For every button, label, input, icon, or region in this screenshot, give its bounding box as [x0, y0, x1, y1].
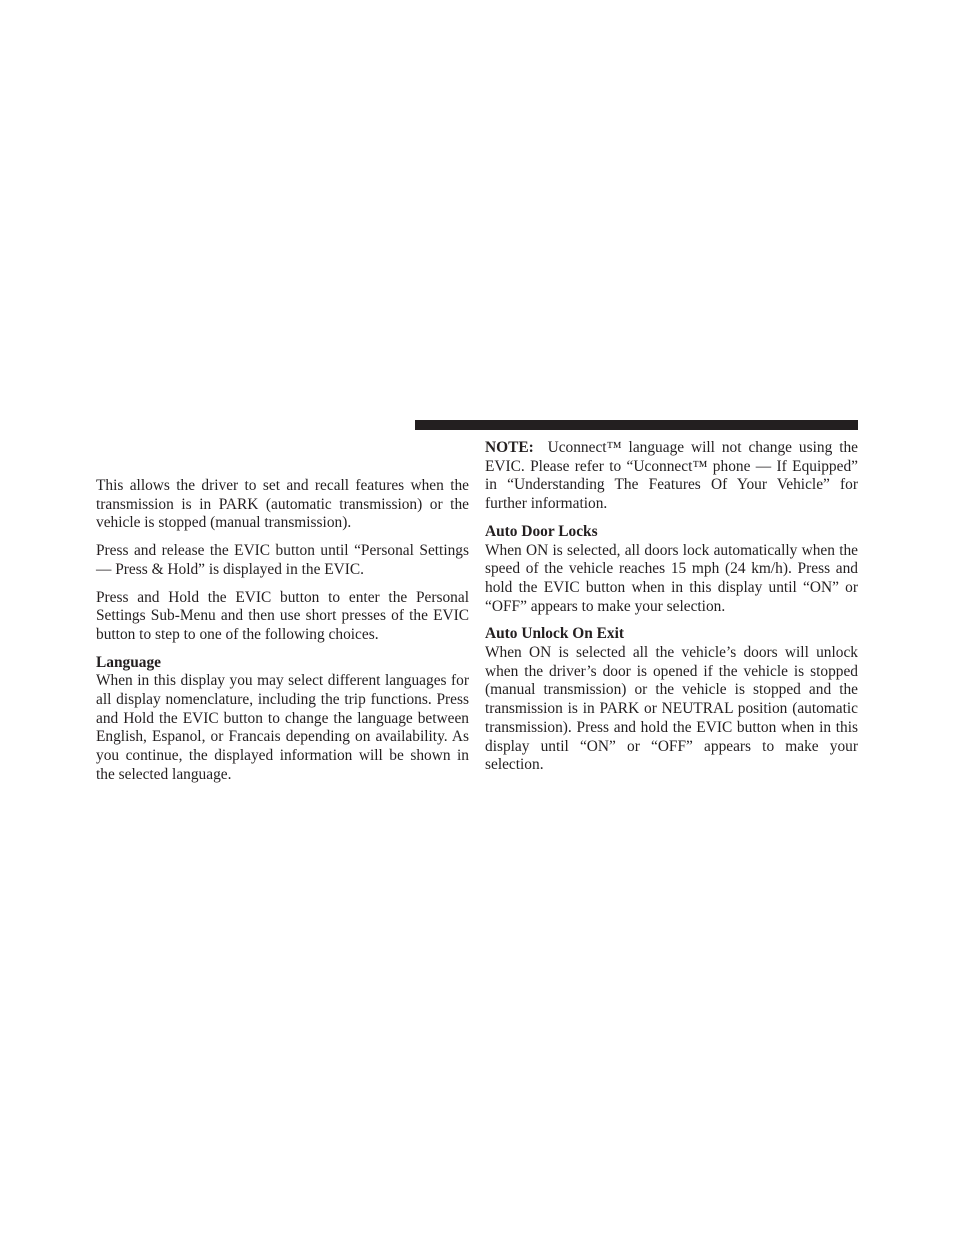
- auto-door-locks-heading: Auto Door Locks: [485, 522, 598, 540]
- press-hold-paragraph: Press and Hold the EVIC button to enter the Personal Settings Sub-Menu and then use short presses of the EVIC button to step to one of the following choices.: [96, 588, 469, 643]
- section-header-rule: [415, 420, 858, 430]
- note-paragraph: [485, 439, 858, 514]
- note-text: Uconnect™ language will not change using the EVIC. Please refer to “Uconnect™ phone — If Equipped” in “Understanding The Features Of Your Vehicle” for further information.: [485, 439, 858, 513]
- language-heading: Language: [96, 653, 161, 671]
- language-text: When in this display you may select different languages for all display nomenclature, including the trip functions. Press and Hold the EVIC button to change the language between English, Espanol, or Francais depending on availability. As you continue, the displayed information will be shown in the selected language.: [96, 672, 469, 783]
- left-column: [96, 477, 469, 794]
- auto-unlock-text: When ON is selected all the vehicle’s doors will unlock when the driver’s door is opened if the vehicle is stopped (manual transmission) or the vehicle is stopped and the transmission is in PARK or NEUTRAL position (automatic transmission). Press and hold the EVIC button when in this display until “ON” or “OFF” appears to make your selection.: [485, 644, 858, 774]
- note-label: NOTE:: [485, 439, 534, 456]
- auto-unlock-heading: Auto Unlock On Exit: [485, 625, 624, 643]
- auto-door-locks-text: When ON is selected, all doors lock automatically when the speed of the vehicle reaches 15 mph (24 km/h). Press and hold the EVIC button when in this display until “ON” or “OFF” appears to make your selection.: [485, 541, 858, 615]
- right-column: [485, 439, 858, 784]
- press-release-paragraph: Press and release the EVIC button until “Personal Settings — Press & Hold” is displayed in the EVIC.: [96, 542, 469, 578]
- intro-paragraph: This allows the driver to set and recall features when the transmission is in PARK (automatic transmission) or the vehicle is stopped (manual transmission).: [96, 477, 469, 532]
